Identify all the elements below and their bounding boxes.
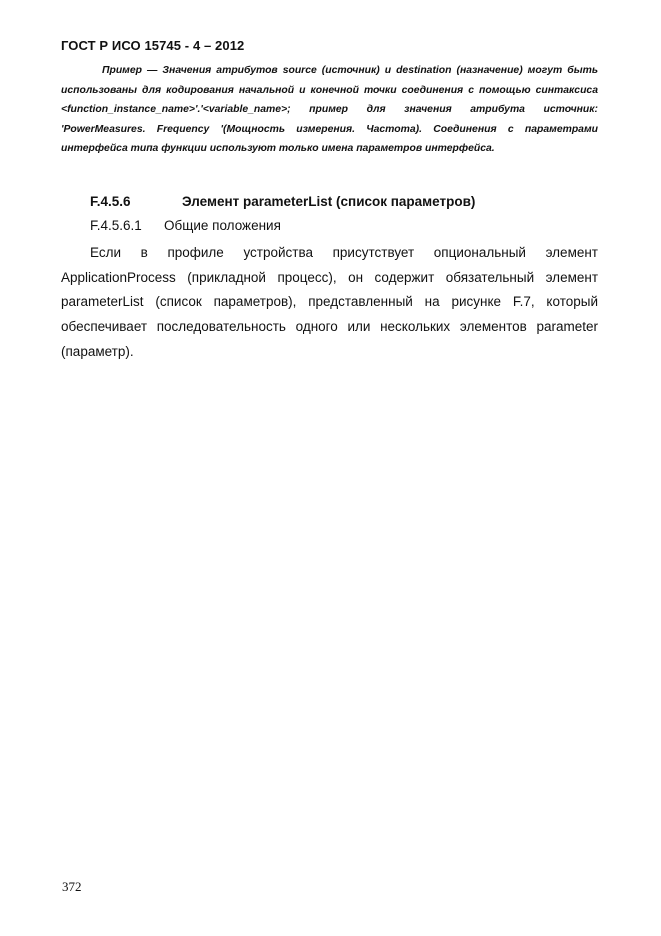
section-number: F.4.5.6: [90, 194, 131, 209]
section-heading: [90, 194, 475, 209]
standard-id: ГОСТ Р ИСО 15745 - 4 – 2012: [61, 38, 245, 53]
subsection-title: Общие положения: [164, 218, 281, 233]
body-paragraph: Если в профиле устройства присутствует опциональный элемент ApplicationProcess (прикладной процесс), он содержит обязательный элемент parameterList (список параметров), представленный на рисунке F.7, который обеспечивает последовательность одного или нескольких элементов parameter (параметр).: [61, 245, 598, 359]
example-note-text: Пример — Значения атрибутов source (источник) и destination (назначение) могут быть использованы для кодирования начальной и конечной точки соединения с помощью синтаксиса <function_instance_name>'.'<variable_name>; пример для значения атрибута источник: 'PowerMeasures. Frequency '(Мощность измерения. Частота). Соединения с параметрами интерфейса типа функции используют только имена параметров интерфейса.: [61, 65, 598, 154]
example-note: [61, 61, 598, 159]
section-title: Элемент parameterList (список параметров): [182, 194, 476, 209]
body-text: [61, 241, 598, 365]
subsection-number: F.4.5.6.1: [90, 218, 142, 233]
document-header: [61, 38, 244, 53]
subsection-heading: [90, 218, 281, 233]
page-number: 372: [62, 879, 82, 894]
